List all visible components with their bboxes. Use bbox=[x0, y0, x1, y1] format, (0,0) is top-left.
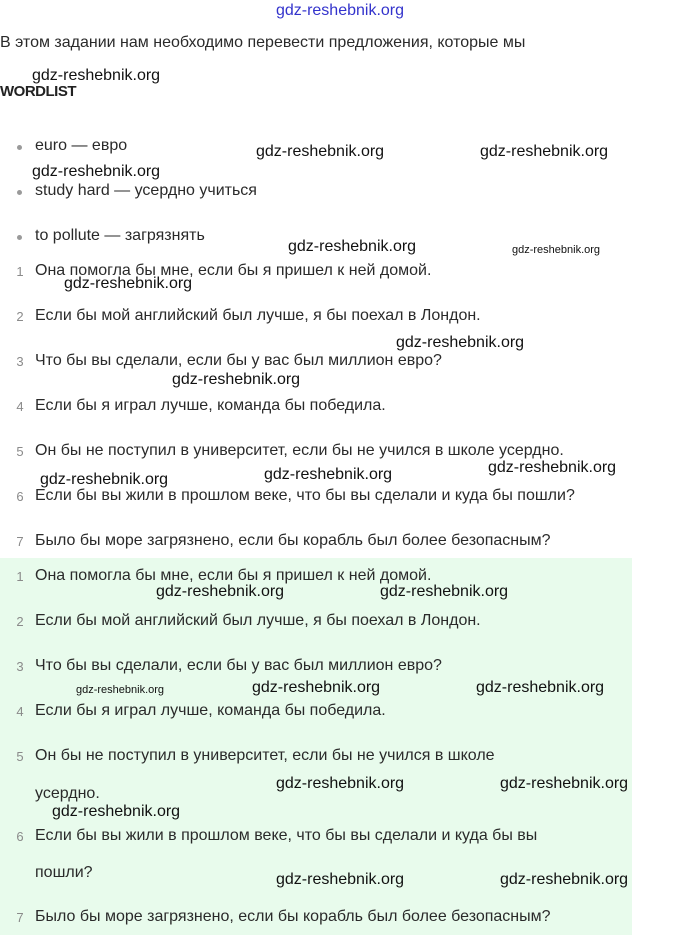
watermark: gdz-reshebnik.org bbox=[52, 803, 181, 820]
answer-text: Он бы не поступил в университет, если бы не учился в школе bbox=[35, 747, 495, 764]
sentence-number: 2 bbox=[16, 309, 24, 324]
answer-number: 6 bbox=[16, 829, 24, 844]
watermark: gdz-reshebnik.org bbox=[276, 871, 405, 888]
answer-text: Было бы море загрязнено, если бы корабль был более безопасным? bbox=[35, 908, 551, 925]
sentence-text: Она помогла бы мне, если бы я пришел к ней домой. bbox=[35, 262, 432, 279]
answer-number: 2 bbox=[16, 614, 24, 629]
sentence-text: Если бы мой английский был лучше, я бы поехал в Лондон. bbox=[35, 307, 481, 324]
wordlist-title: WORDLIST bbox=[0, 83, 76, 100]
sentence-text: Что бы вы сделали, если бы у вас был миллион евро? bbox=[35, 352, 442, 369]
intro-text: В этом задании нам необходимо перевести предложения, которые мы bbox=[0, 34, 526, 51]
sentence-text: Если бы вы жили в прошлом веке, что бы вы сделали и куда бы пошли? bbox=[35, 487, 575, 504]
answer-text: Она помогла бы мне, если бы я пришел к ней домой. bbox=[35, 567, 432, 584]
sentence-text: Он бы не поступил в университет, если бы не учился в школе усердно. bbox=[35, 442, 564, 459]
answer-number: 4 bbox=[16, 704, 24, 719]
watermark: gdz-reshebnik.org bbox=[256, 143, 385, 160]
watermark: gdz-reshebnik.org bbox=[476, 679, 605, 696]
watermark: gdz-reshebnik.org bbox=[76, 684, 165, 696]
header-site-link[interactable]: gdz-reshebnik.org bbox=[275, 2, 405, 19]
answer-text-continued: пошли? bbox=[35, 864, 93, 881]
watermark: gdz-reshebnik.org bbox=[480, 143, 609, 160]
watermark: gdz-reshebnik.org bbox=[512, 244, 601, 256]
watermark: gdz-reshebnik.org bbox=[252, 679, 381, 696]
wordlist-item: euro — евро bbox=[35, 137, 128, 154]
watermark: gdz-reshebnik.org bbox=[32, 67, 161, 84]
watermark: gdz-reshebnik.org bbox=[500, 871, 629, 888]
answer-text: Если бы я играл лучше, команда бы победила. bbox=[35, 702, 386, 719]
bullet-icon bbox=[17, 235, 22, 240]
answer-text: Если бы мой английский был лучше, я бы поехал в Лондон. bbox=[35, 612, 481, 629]
watermark: gdz-reshebnik.org bbox=[380, 583, 509, 600]
sentence-number: 5 bbox=[16, 444, 24, 459]
watermark: gdz-reshebnik.org bbox=[276, 775, 405, 792]
answer-number: 7 bbox=[16, 910, 24, 925]
watermark: gdz-reshebnik.org bbox=[500, 775, 629, 792]
watermark: gdz-reshebnik.org bbox=[32, 163, 161, 180]
answer-text: Если бы вы жили в прошлом веке, что бы вы сделали и куда бы вы bbox=[35, 827, 538, 844]
sentence-number: 6 bbox=[16, 489, 24, 504]
sentence-text: Было бы море загрязнено, если бы корабль был более безопасным? bbox=[35, 532, 551, 549]
wordlist-item: study hard — усердно учиться bbox=[35, 182, 257, 199]
sentence-number: 4 bbox=[16, 399, 24, 414]
sentence-number: 3 bbox=[16, 354, 24, 369]
answer-number: 1 bbox=[16, 569, 24, 584]
watermark: gdz-reshebnik.org bbox=[288, 238, 417, 255]
watermark: gdz-reshebnik.org bbox=[64, 275, 193, 292]
watermark: gdz-reshebnik.org bbox=[264, 466, 393, 483]
watermark: gdz-reshebnik.org bbox=[40, 471, 169, 488]
sentence-number: 1 bbox=[16, 264, 24, 279]
bullet-icon bbox=[17, 145, 22, 150]
bullet-icon bbox=[17, 190, 22, 195]
answer-number: 5 bbox=[16, 749, 24, 764]
watermark: gdz-reshebnik.org bbox=[172, 371, 301, 388]
sentence-text: Если бы я играл лучше, команда бы победила. bbox=[35, 397, 386, 414]
answer-text-continued: усердно. bbox=[35, 785, 100, 802]
wordlist-item: to pollute — загрязнять bbox=[35, 227, 205, 244]
answer-number: 3 bbox=[16, 659, 24, 674]
watermark: gdz-reshebnik.org bbox=[488, 459, 617, 476]
watermark: gdz-reshebnik.org bbox=[396, 334, 525, 351]
sentence-number: 7 bbox=[16, 534, 24, 549]
watermark: gdz-reshebnik.org bbox=[156, 583, 285, 600]
answer-text: Что бы вы сделали, если бы у вас был миллион евро? bbox=[35, 657, 442, 674]
